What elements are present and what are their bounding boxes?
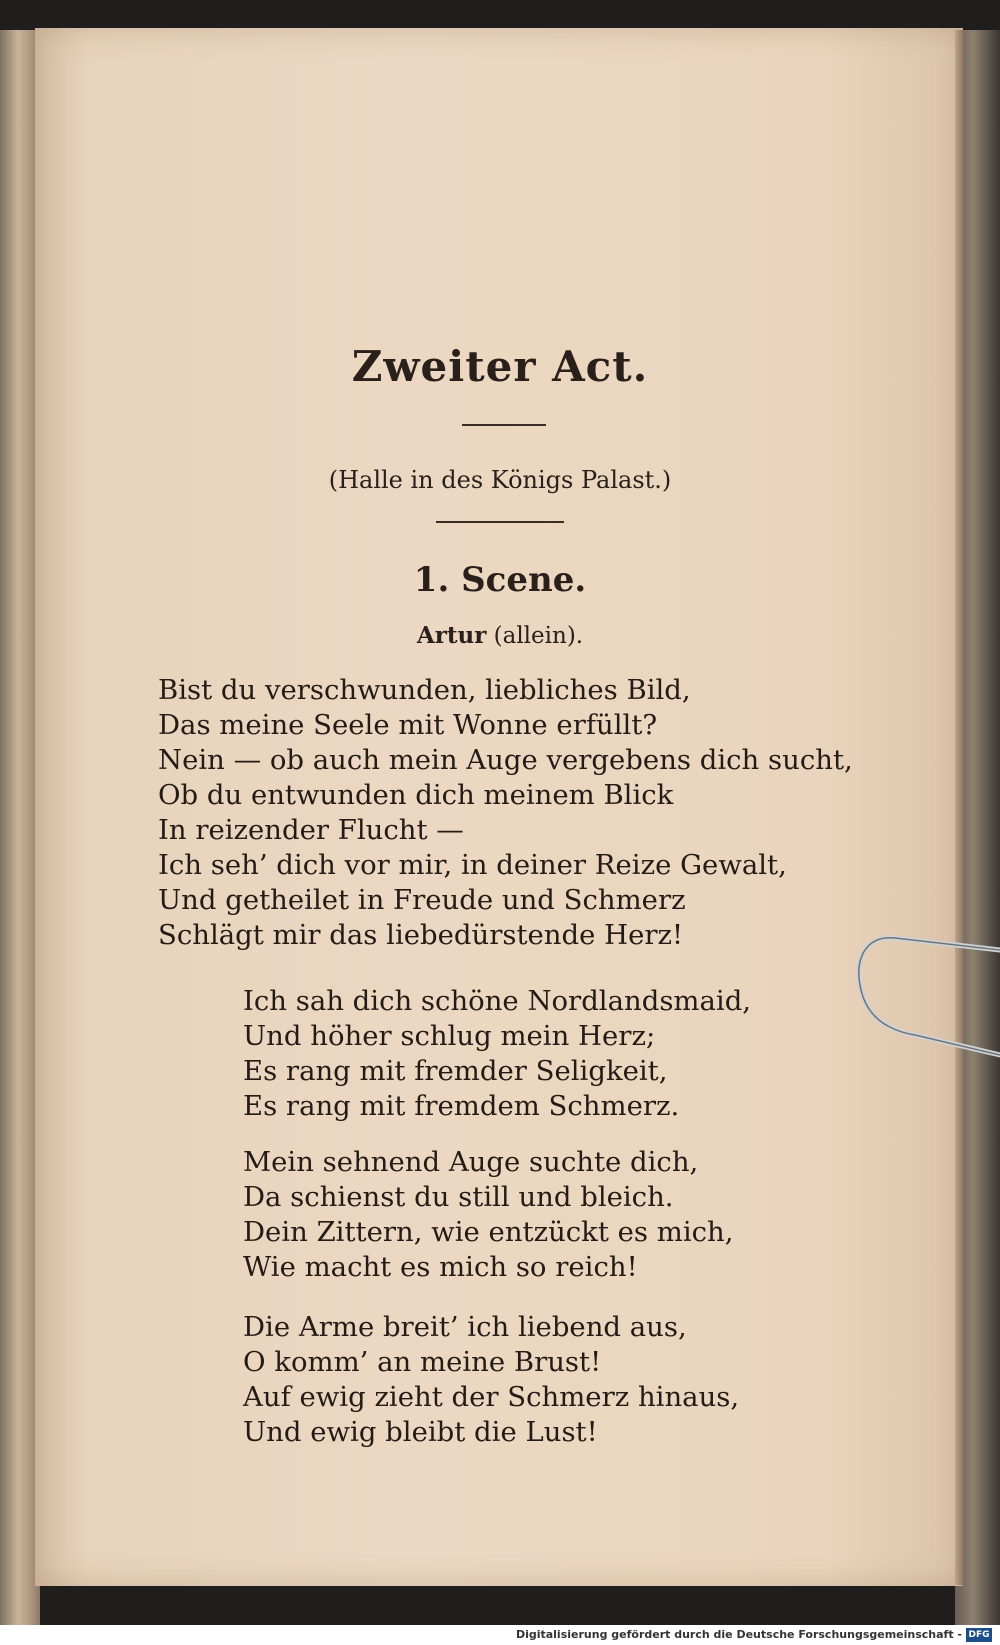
verse-line: Dein Zittern, wie entzückt es mich, xyxy=(243,1216,734,1248)
book-spine xyxy=(0,30,40,1625)
verse-line: Da schienst du still und bleich. xyxy=(243,1181,674,1213)
setting-note: (Halle in des Königs Palast.) xyxy=(328,466,672,494)
speaker-name: Artur xyxy=(416,622,487,649)
verse-line: Auf ewig zieht der Schmerz hinaus, xyxy=(243,1381,740,1413)
scene-heading: 1. Scene. xyxy=(413,560,587,600)
speaker-line xyxy=(0,622,1000,649)
dfg-logo: DFG xyxy=(966,1628,992,1642)
verse-line: Bist du verschwunden, liebliches Bild, xyxy=(158,674,691,706)
verse-line: Ich seh’ dich vor mir, in deiner Reize Gewalt, xyxy=(158,849,787,881)
verse-line: Es rang mit fremdem Schmerz. xyxy=(243,1090,680,1122)
footer-credit: Digitalisierung gefördert durch die Deutsche Forschungsgemeinschaft - xyxy=(515,1628,962,1641)
stanza-aria-2 xyxy=(243,1145,734,1285)
act-title: Zweiter Act. xyxy=(351,342,649,391)
stage-direction: (allein). xyxy=(493,623,584,649)
verse-line: Schlägt mir das liebedürstende Herz! xyxy=(158,919,684,951)
verse-line: Ich sah dich schöne Nordlandsmaid, xyxy=(243,985,752,1017)
verse-line: Nein — ob auch mein Auge vergebens dich sucht, xyxy=(158,744,853,776)
verse-line: Die Arme breit’ ich liebend aus, xyxy=(243,1311,687,1343)
setting-divider xyxy=(436,521,564,523)
digitization-footer xyxy=(0,1625,1000,1645)
verse-line: Wie macht es mich so reich! xyxy=(243,1251,638,1283)
stanza-aria-3 xyxy=(243,1310,739,1450)
paper-clip xyxy=(855,930,1000,1060)
verse-line: Mein sehnend Auge suchte dich, xyxy=(243,1146,699,1178)
verse-line: Ob du entwunden dich meinem Blick xyxy=(158,779,674,811)
verse-line: Es rang mit fremder Seligkeit, xyxy=(243,1055,668,1087)
verse-line: Und getheilet in Freude und Schmerz xyxy=(158,884,686,916)
verse-line: Und höher schlug mein Herz; xyxy=(243,1020,656,1052)
verse-line: Und ewig bleibt die Lust! xyxy=(243,1416,598,1448)
stanza-recitative xyxy=(158,673,853,953)
verse-line: O komm’ an meine Brust! xyxy=(243,1346,602,1378)
verse-line: Das meine Seele mit Wonne erfüllt? xyxy=(158,709,658,741)
title-divider xyxy=(462,424,546,426)
stanza-aria-1 xyxy=(243,984,751,1124)
page-edge xyxy=(955,30,963,1585)
verse-line: In reizender Flucht — xyxy=(158,814,464,846)
